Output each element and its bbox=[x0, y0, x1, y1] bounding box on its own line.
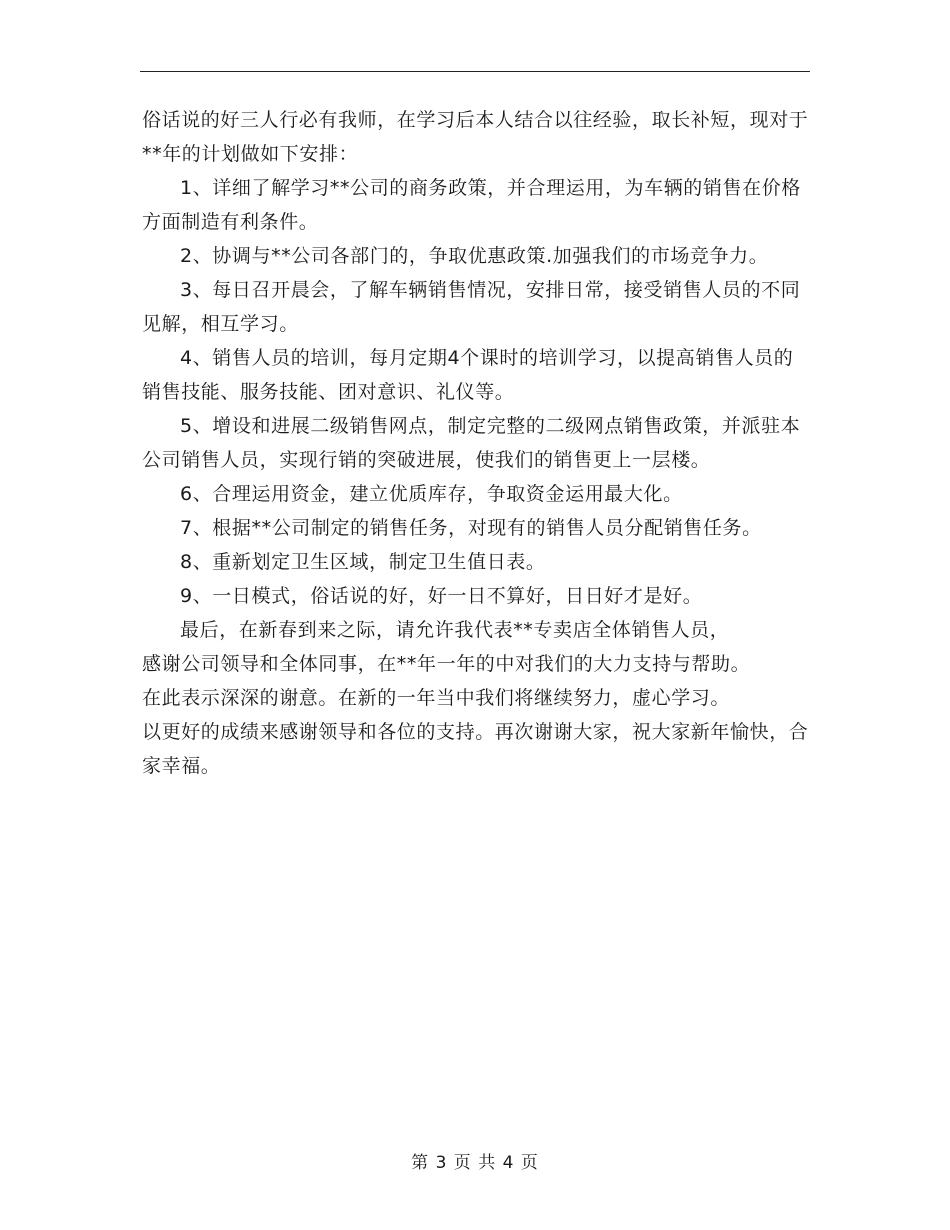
paragraph-closing-1: 最后，在新春到来之际，请允许我代表**专卖店全体销售人员， bbox=[180, 619, 730, 641]
page-number-footer: 第 3 页 共 4 页 bbox=[411, 1153, 539, 1173]
paragraph-closing-4: 以更好的成绩来感谢领导和各位的支持。再次谢谢大家，祝大家新年愉快，合家幸福。 bbox=[142, 721, 809, 777]
paragraph-item-6: 6、合理运用资金，建立优质库存，争取资金运用最大化。 bbox=[180, 483, 683, 505]
paragraph-item-3: 3、每日召开晨会，了解车辆销售情况，安排日常，接受销售人员的不同见解，相互学习。 bbox=[142, 279, 801, 335]
paragraph-item-1: 1、详细了解学习**公司的商务政策，并合理运用，为车辆的销售在价格方面制造有利条件。 bbox=[142, 177, 801, 233]
paragraph-item-9: 9、一日模式，俗话说的好，好一日不算好，日日好才是好。 bbox=[180, 585, 703, 607]
paragraph-closing-2: 感谢公司领导和全体同事，在**年一年的中对我们的大力支持与帮助。 bbox=[142, 653, 751, 675]
paragraph-item-7: 7、根据**公司制定的销售任务，对现有的销售人员分配销售任务。 bbox=[180, 517, 762, 539]
paragraph-intro: 俗话说的好三人行必有我师，在学习后本人结合以往经验，取长补短，现对于**年的计划做如下安排： bbox=[142, 109, 809, 165]
paragraph-closing-3: 在此表示深深的谢意。在新的一年当中我们将继续努力，虚心学习。 bbox=[142, 687, 731, 709]
header-rule bbox=[140, 71, 810, 72]
paragraph-item-5: 5、增设和进展二级销售网点，制定完整的二级网点销售政策，并派驻本公司销售人员，实现行销的突破进展，使我们的销售更上一层楼。 bbox=[142, 415, 801, 471]
paragraph-item-4: 4、销售人员的培训，每月定期4个课时的培训学习，以提高销售人员的销售技能、服务技能、团对意识、礼仪等。 bbox=[142, 347, 794, 403]
paragraph-item-8: 8、重新划定卫生区域，制定卫生值日表。 bbox=[180, 551, 546, 573]
document-body bbox=[142, 103, 812, 783]
paragraph-item-2: 2、协调与**公司各部门的，争取优惠政策.加强我们的市场竞争力。 bbox=[180, 245, 769, 267]
